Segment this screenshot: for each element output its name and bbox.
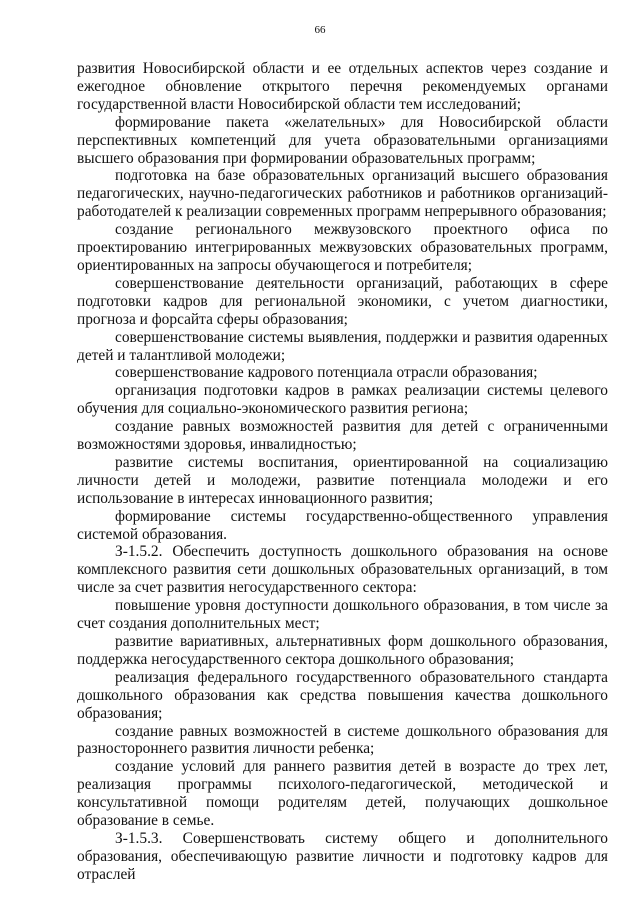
paragraph: формирование пакета «желательных» для Новосибирской области перспективных компетенций для учета образовательными организациями высшего образования при формировании образовательных программ;	[77, 113, 608, 167]
paragraph: развитие системы воспитания, ориентированной на социализацию личности детей и молодежи, развитие потенциала молодежи и его использование в интересах инновационного развития;	[77, 453, 608, 507]
paragraph: реализация федерального государственного образовательного стандарта дошкольного образования как средства повышения качества дошкольного образования;	[77, 668, 608, 722]
paragraph: совершенствование кадрового потенциала отрасли образования;	[115, 364, 538, 382]
paragraph: З-1.5.2. Обеспечить доступность дошкольного образования на основе комплексного развития сети дошкольных образовательных организаций, в том числе за счет развития негосударственного сектора:	[77, 543, 608, 597]
paragraph: создание регионального межвузовского проектного офиса по проектированию интегрированных межвузовских образовательных программ, ориентированных на запросы обучающегося и потребителя;	[77, 221, 608, 274]
paragraph: подготовка на базе образовательных организаций высшего образования педагогических, научно-педагогических работников и работников организаций-работодателей к реализации современных программ непрерывного образования;	[77, 167, 608, 221]
paragraph: формирование системы государственно-общественного управления системой образования.	[77, 507, 608, 543]
paragraph: организация подготовки кадров в рамках реализации системы целевого обучения для социально-экономического развития региона;	[77, 382, 608, 418]
paragraph: создание условий для раннего развития детей в возрасте до трех лет, реализация программы психолого-педагогической, методической и консультативной помощи родителям детей, получающих дошкольное образование в семье.	[77, 758, 608, 830]
paragraph: развития Новосибирской области и ее отдельных аспектов через создание и ежегодное обновление открытого перечня рекомендуемых органами государственной власти Новосибирской области тем исследований;	[77, 60, 608, 113]
paragraph: создание равных возможностей развития для детей с ограниченными возможностями здоровья, инвалидностью;	[77, 418, 608, 454]
paragraph: повышение уровня доступности дошкольного образования, в том числе за счет создания дополнительных мест;	[77, 597, 608, 633]
paragraph: развитие вариативных, альтернативных форм дошкольного образования, поддержка негосударственного сектора дошкольного образования;	[77, 633, 608, 668]
paragraph: З-1.5.3. Совершенствовать систему общего и дополнительного образования, обеспечивающую развитие личности и подготовку кадров для отраслей	[77, 829, 608, 883]
paragraph: совершенствование деятельности организаций, работающих в сфере подготовки кадров для региональной экономики, с учетом диагностики, прогноза и форсайта сферы образования;	[77, 274, 608, 328]
body-text	[77, 60, 608, 884]
paragraph: совершенствование системы выявления, поддержки и развития одаренных детей и талантливой молодежи;	[77, 328, 608, 364]
page-number: 66	[314, 24, 326, 36]
paragraph: создание равных возможностей в системе дошкольного образования для разностороннего развития личности ребенка;	[77, 722, 608, 758]
